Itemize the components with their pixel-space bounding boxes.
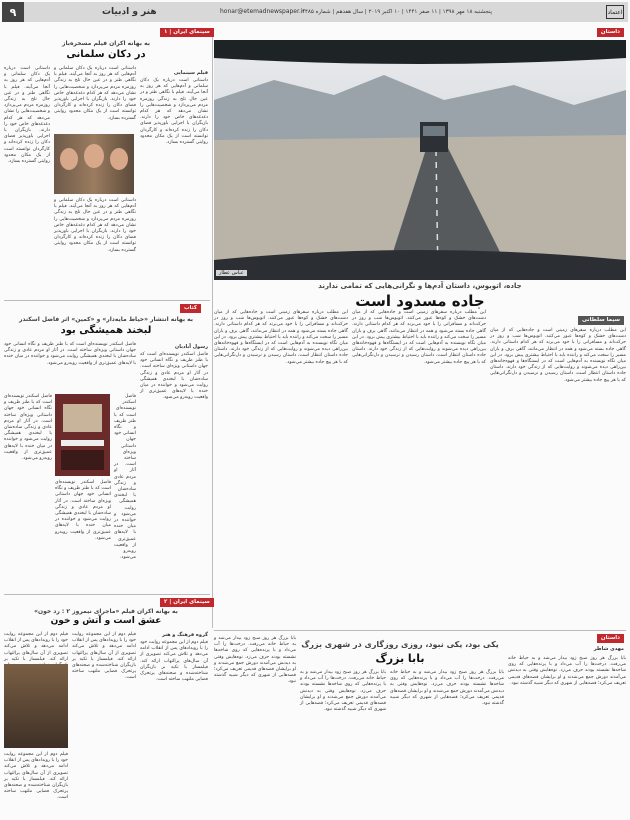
side-top-body-mid: داستانی است درباره یک دكان سلمانی و آدم‌هایی كه هر روز به آنجا می‌آیند. فیلم با نگاهی طنز و در عین حال تلخ به زندگی روزمره مردم می‌پردازد و شخصیت‌هایی را نشان می‌دهد كه هر كدام دغدغه‌های خاص خود را دارند. بازیگران با اجرایی باورپذیر فضای دكان را زنده كرده‌اند و كارگردان توانسته است از یک مكان محدود روایتی گسترده بسازد.	[54, 66, 136, 121]
side-mid-body-narrow: فاضل اسكندر نویسنده‌ای است كه با طنز ظریف و نگاه انسانی خود جهان داستانی ویژه‌ای ساخته است. در آثار او مردم عادی و زندگی ساده‌شان با لبخندی همیشگی روایت می‌شود و خواننده در میان خنده با لایه‌های عمیق‌تری از واقعیت روبه‌رو می‌شود.	[114, 394, 136, 561]
section-email[interactable]: honar@etemadnewspaper.ir	[220, 8, 305, 15]
side-mid-body-left: فاضل اسكندر نویسنده‌ای است كه با طنز ظریف و نگاه انسانی خود جهان داستانی ویژه‌ای ساخته است. در آثار او مردم عادی و زندگی ساده‌شان با لبخندی همیشگی روایت می‌شود و خواننده در میان خنده با لایه‌های عمیق‌تری از واقعیت روبه‌رو می‌شود.	[4, 394, 52, 462]
side-mid-body-under-cover: فاضل اسكندر نویسنده‌ای است كه با طنز ظریف و نگاه انسانی خود جهان داستانی ویژه‌ای ساخته است. در آثار او مردم عادی و زندگی ساده‌شان با لبخندی همیشگی روایت می‌شود و خواننده در میان خنده با لایه‌های عمیق‌تری از واقعیت روبه‌رو می‌شود.	[55, 480, 111, 541]
main-body-col-2: این مطلب درباره سفرهای زمینی است و جاده‌هایی كه از میان دشت‌های خشک و كوه‌ها عبور می‌كنند. اتوبوس‌ها شب و روز در حركت‌اند و مسافرانی را با خود می‌برند كه هر كدام داستانی دارند. گاهی جاده بسته می‌شود و همه در انتظار می‌مانند، گاهی برف و باران مسیر را سخت می‌كند و راننده باید با احتیاط بیشتری پیش برود. در این میان نگاه نویسنده به آدم‌هایی است كه در ایستگاه‌ها و قهوه‌خانه‌های بین‌راهی دیده می‌شوند و روایت‌هایی كه از زندگی خود دارند. داستان جاده داستان انتظار است، داستان رسیدن و نرسیدن و دل‌نگرانی‌هایی كه با هر پیچ جاده بیشتر می‌شود.	[352, 310, 486, 365]
side-bottom-tag: سینمای ایران | ۲	[160, 598, 214, 607]
film-cast-photo	[54, 134, 134, 194]
actor-face	[60, 148, 78, 170]
cover-title-strip	[61, 440, 104, 446]
side-top-author: فیلم سینمایی	[173, 70, 208, 76]
side-bottom-body-left: فیلم دوم از این مجموعه روایت خود را با رویدادهای پس از انقلاب ادامه می‌دهد و تلاش می‌كند تصویری از آن سال‌های پرالتهاب ارائه كند. فیلمساز با تكیه بر	[4, 632, 68, 662]
bottom-body-col-1: بابا بزرگ هر روز صبح زود بیدار می‌شد و به حیاط خانه می‌رفت. درخت‌ها را آب می‌داد و با پرنده‌هایی كه روی شاخه‌ها نشسته بودند حرف می‌زد. نوه‌هایش وقتی به دیدنش می‌آمدند دورش جمع می‌شدند و او برایشان قصه‌های قدیمی تعریف می‌كرد؛ قصه‌هایی از شهری كه دیگر شبیه گذشته نبود.	[508, 656, 626, 686]
film-scene-photo	[4, 664, 68, 748]
side-bottom-body-mid: فیلم دوم از این مجموعه روایت خود را با رویدادهای پس از انقلاب ادامه می‌دهد و تلاش می‌كند تصویری از آن سال‌های پرالتهاب ارائه كند. فیلمساز با تكیه بر بازیگران شناخته‌شده و صحنه‌های پرتحرک فضایی ملتهب ساخته است.	[72, 632, 136, 681]
side-mid-headline: لبخند همیشگی بود	[60, 325, 152, 336]
side-mid-body-top: فاضل اسكندر نویسنده‌ای است كه با طنز ظریف و نگاه انسانی خود جهان داستانی ویژه‌ای ساخته است. در آثار او مردم عادی و زندگی ساده‌شان با لبخندی همیشگی روایت می‌شود و خواننده در میان خنده با لایه‌های عمیق‌تری از واقعیت روبه‌رو می‌شود.	[4, 342, 136, 366]
issue-date: پنجشنبه ۱۸ مهر ۱۳۹۸ | ۱۱ صفر ۱۴۴۱ | ۱۰ اکتبر ۲۰۱۹ | سال هفدهم | شماره ۴۴۸۵	[302, 9, 493, 15]
section-divider	[4, 594, 210, 595]
cover-artwork	[63, 404, 102, 432]
columnist-tag: سیما سلطانی	[578, 316, 624, 325]
section-title: هنر و ادبیات	[102, 7, 157, 17]
side-mid-tag: كتاب	[180, 304, 201, 313]
side-mid-kicker: به بهانه انتشار «خیاط مایه‌دار» و «كمین» اثر فاضل اسكندر	[18, 316, 194, 323]
road-bus-photo	[214, 40, 626, 280]
side-mid-author: رسول آبادیان	[174, 344, 208, 350]
side-bottom-body-right: فیلم دوم از این مجموعه روایت خود را با رویدادهای پس از انقلاب ادامه می‌دهد و تلاش می‌كند تصویری از آن سال‌های پرالتهاب ارائه كند. فیلمساز با تكیه بر بازیگران شناخته‌شده و صحنه‌های پرتحرک فضایی ملتهب ساخته است.	[140, 640, 208, 683]
main-section-tag: داستان	[597, 28, 624, 37]
bottom-author: مهدی شاطر	[593, 646, 624, 652]
bottom-body-col-3: بابا بزرگ هر روز صبح زود بیدار می‌شد و به حیاط خانه می‌رفت. درخت‌ها را آب می‌داد و با پرنده‌هایی كه روی شاخه‌ها نشسته بودند حرف می‌زد. نوه‌هایش وقتی به دیدنش می‌آمدند دورش جمع می‌شدند و او برایشان قصه‌های قدیمی تعریف می‌كرد؛ قصه‌هایی از شهری كه دیگر شبیه گذشته نبود.	[300, 670, 386, 713]
page-number: ۹	[2, 2, 24, 22]
cover-bottom	[61, 450, 104, 470]
actor-face	[110, 148, 128, 170]
side-top-body-left: داستانی است درباره یک دكان سلمانی و آدم‌هایی كه هر روز به آنجا می‌آیند. فیلم با نگاهی طنز و در عین حال تلخ به زندگی روزمره مردم می‌پردازد و شخصیت‌هایی را نشان می‌دهد كه هر كدام دغدغه‌های خاص خود را دارند. بازیگران با اجرایی باورپذیر فضای دكان را زنده كرده‌اند و كارگردان توانسته است از یک مكان محدود روایتی گسترده بسازد.	[4, 66, 50, 165]
main-kicker: جاده، اتوبوس، داستان آدم‌ها و نگرانی‌هایی كه تمامی ندارند	[318, 282, 522, 290]
section-divider	[4, 300, 210, 301]
side-top-body-under-photo: داستانی است درباره یک دكان سلمانی و آدم‌هایی كه هر روز به آنجا می‌آیند. فیلم با نگاهی طنز و در عین حال تلخ به زندگی روزمره مردم می‌پردازد و شخصیت‌هایی را نشان می‌دهد كه هر كدام دغدغه‌های خاص خود را دارند. بازیگران با اجرایی باورپذیر فضای دكان را زنده كرده‌اند و كارگردان توانسته است از یک مكان محدود روایتی گسترده بسازد.	[54, 198, 136, 253]
side-top-tag: سینمای ایران | ۱	[160, 28, 214, 37]
side-bottom-body-under-photo: فیلم دوم از این مجموعه روایت خود را با رویدادهای پس از انقلاب ادامه می‌دهد و تلاش می‌كند تصویری از آن سال‌های پرالتهاب ارائه كند. فیلمساز با تكیه بر بازیگران شناخته‌شده و صحنه‌های پرتحرک فضایی ملتهب ساخته است.	[4, 752, 68, 801]
main-body-col-3: این مطلب درباره سفرهای زمینی است و جاده‌هایی كه از میان دشت‌های خشک و كوه‌ها عبور می‌كنند. اتوبوس‌ها شب و روز در حركت‌اند و مسافرانی را با خود می‌برند كه هر كدام داستانی دارند. گاهی جاده بسته می‌شود و همه در انتظار می‌مانند، گاهی برف و باران مسیر را سخت می‌كند و راننده باید با احتیاط بیشتری پیش برود. در این میان نگاه نویسنده به آدم‌هایی است كه در ایستگاه‌ها و قهوه‌خانه‌های بین‌راهی دیده می‌شوند و روایت‌هایی كه از زندگی خود دارند. داستان جاده داستان انتظار است، داستان رسیدن و نرسیدن و دل‌نگرانی‌هایی كه با هر پیچ جاده بیشتر می‌شود.	[214, 310, 348, 365]
actor-face	[84, 144, 104, 168]
side-top-kicker: به بهانه اكران فیلم مسخره‌باز	[62, 40, 150, 47]
side-mid-body-right: فاضل اسكندر نویسنده‌ای است كه با طنز ظریف و نگاه انسانی خود جهان داستانی ویژه‌ای ساخته است. در آثار او مردم عادی و زندگی ساده‌شان با لبخندی همیشگی روایت می‌شود و خواننده در میان خنده با لایه‌های عمیق‌تری از واقعیت روبه‌رو می‌شود.	[140, 352, 208, 401]
section-divider	[214, 630, 626, 631]
bottom-section-tag: داستان	[597, 634, 624, 643]
column-divider	[212, 30, 213, 628]
bottom-body-col-2: بابا بزرگ هر روز صبح زود بیدار می‌شد و به حیاط خانه می‌رفت. درخت‌ها را آب می‌داد و با پرنده‌هایی كه روی شاخه‌ها نشسته بودند حرف می‌زد. نوه‌هایش وقتی به دیدنش می‌آمدند دورش جمع می‌شدند و او برایشان قصه‌های قدیمی تعریف می‌كرد؛ قصه‌هایی از شهری كه دیگر شبیه گذشته نبود.	[390, 670, 504, 707]
side-bottom-author: گروه فرهنگ و هنر	[161, 632, 208, 638]
side-top-headline: در دكان سلمانی	[66, 49, 146, 60]
main-headline: جاده مسدود است	[355, 292, 485, 310]
photo-credit: عباس عطار	[216, 270, 247, 276]
book-cover-image	[55, 394, 110, 476]
bottom-body-col-4: بابا بزرگ هر روز صبح زود بیدار می‌شد و به حیاط خانه می‌رفت. درخت‌ها را آب می‌داد و با پرنده‌هایی كه روی شاخه‌ها نشسته بودند حرف می‌زد. نوه‌هایش وقتی به دیدنش می‌آمدند دورش جمع می‌شدند و او برایشان قصه‌های قدیمی تعریف می‌كرد؛ قصه‌هایی از شهری كه دیگر شبیه گذشته نبود.	[214, 636, 296, 685]
side-bottom-kicker: به بهانه اكران فیلم «ماجرای نیمروز ۲ : رد خون»	[34, 608, 178, 615]
page-header	[2, 2, 628, 22]
road-photo-art	[214, 40, 626, 280]
bottom-kicker: یكی بود، یكی نبود، روزی روزگاری در شهری بزرگ	[301, 640, 499, 649]
side-top-body-right: داستانی است درباره یک دكان سلمانی و آدم‌هایی كه هر روز به آنجا می‌آیند. فیلم با نگاهی طنز و در عین حال تلخ به زندگی روزمره مردم می‌پردازد و شخصیت‌هایی را نشان می‌دهد كه هر كدام دغدغه‌های خاص خود را دارند. بازیگران با اجرایی باورپذیر فضای دكان را زنده كرده‌اند و كارگردان توانسته است از یک مكان محدود روایتی گسترده بسازد.	[140, 78, 208, 146]
bottom-headline: بابا بزرگ	[375, 652, 425, 665]
side-bottom-headline: عشق است و آتش و خون	[50, 616, 162, 626]
main-body-col-1: این مطلب درباره سفرهای زمینی است و جاده‌هایی كه از میان دشت‌های خشک و كوه‌ها عبور می‌كنند. اتوبوس‌ها شب و روز در حركت‌اند و مسافرانی را با خود می‌برند كه هر كدام داستانی دارند. گاهی جاده بسته می‌شود و همه در انتظار می‌مانند، گاهی برف و باران مسیر را سخت می‌كند و راننده باید با احتیاط بیشتری پیش برود. در این میان نگاه نویسنده به آدم‌هایی است كه در ایستگاه‌ها و قهوه‌خانه‌های بین‌راهی دیده می‌شوند و روایت‌هایی كه از زندگی خود دارند. داستان جاده داستان انتظار است، داستان رسیدن و نرسیدن و دل‌نگرانی‌هایی كه با هر پیچ جاده بیشتر می‌شود.	[490, 328, 626, 383]
newspaper-logo: اعتماد	[606, 5, 624, 19]
